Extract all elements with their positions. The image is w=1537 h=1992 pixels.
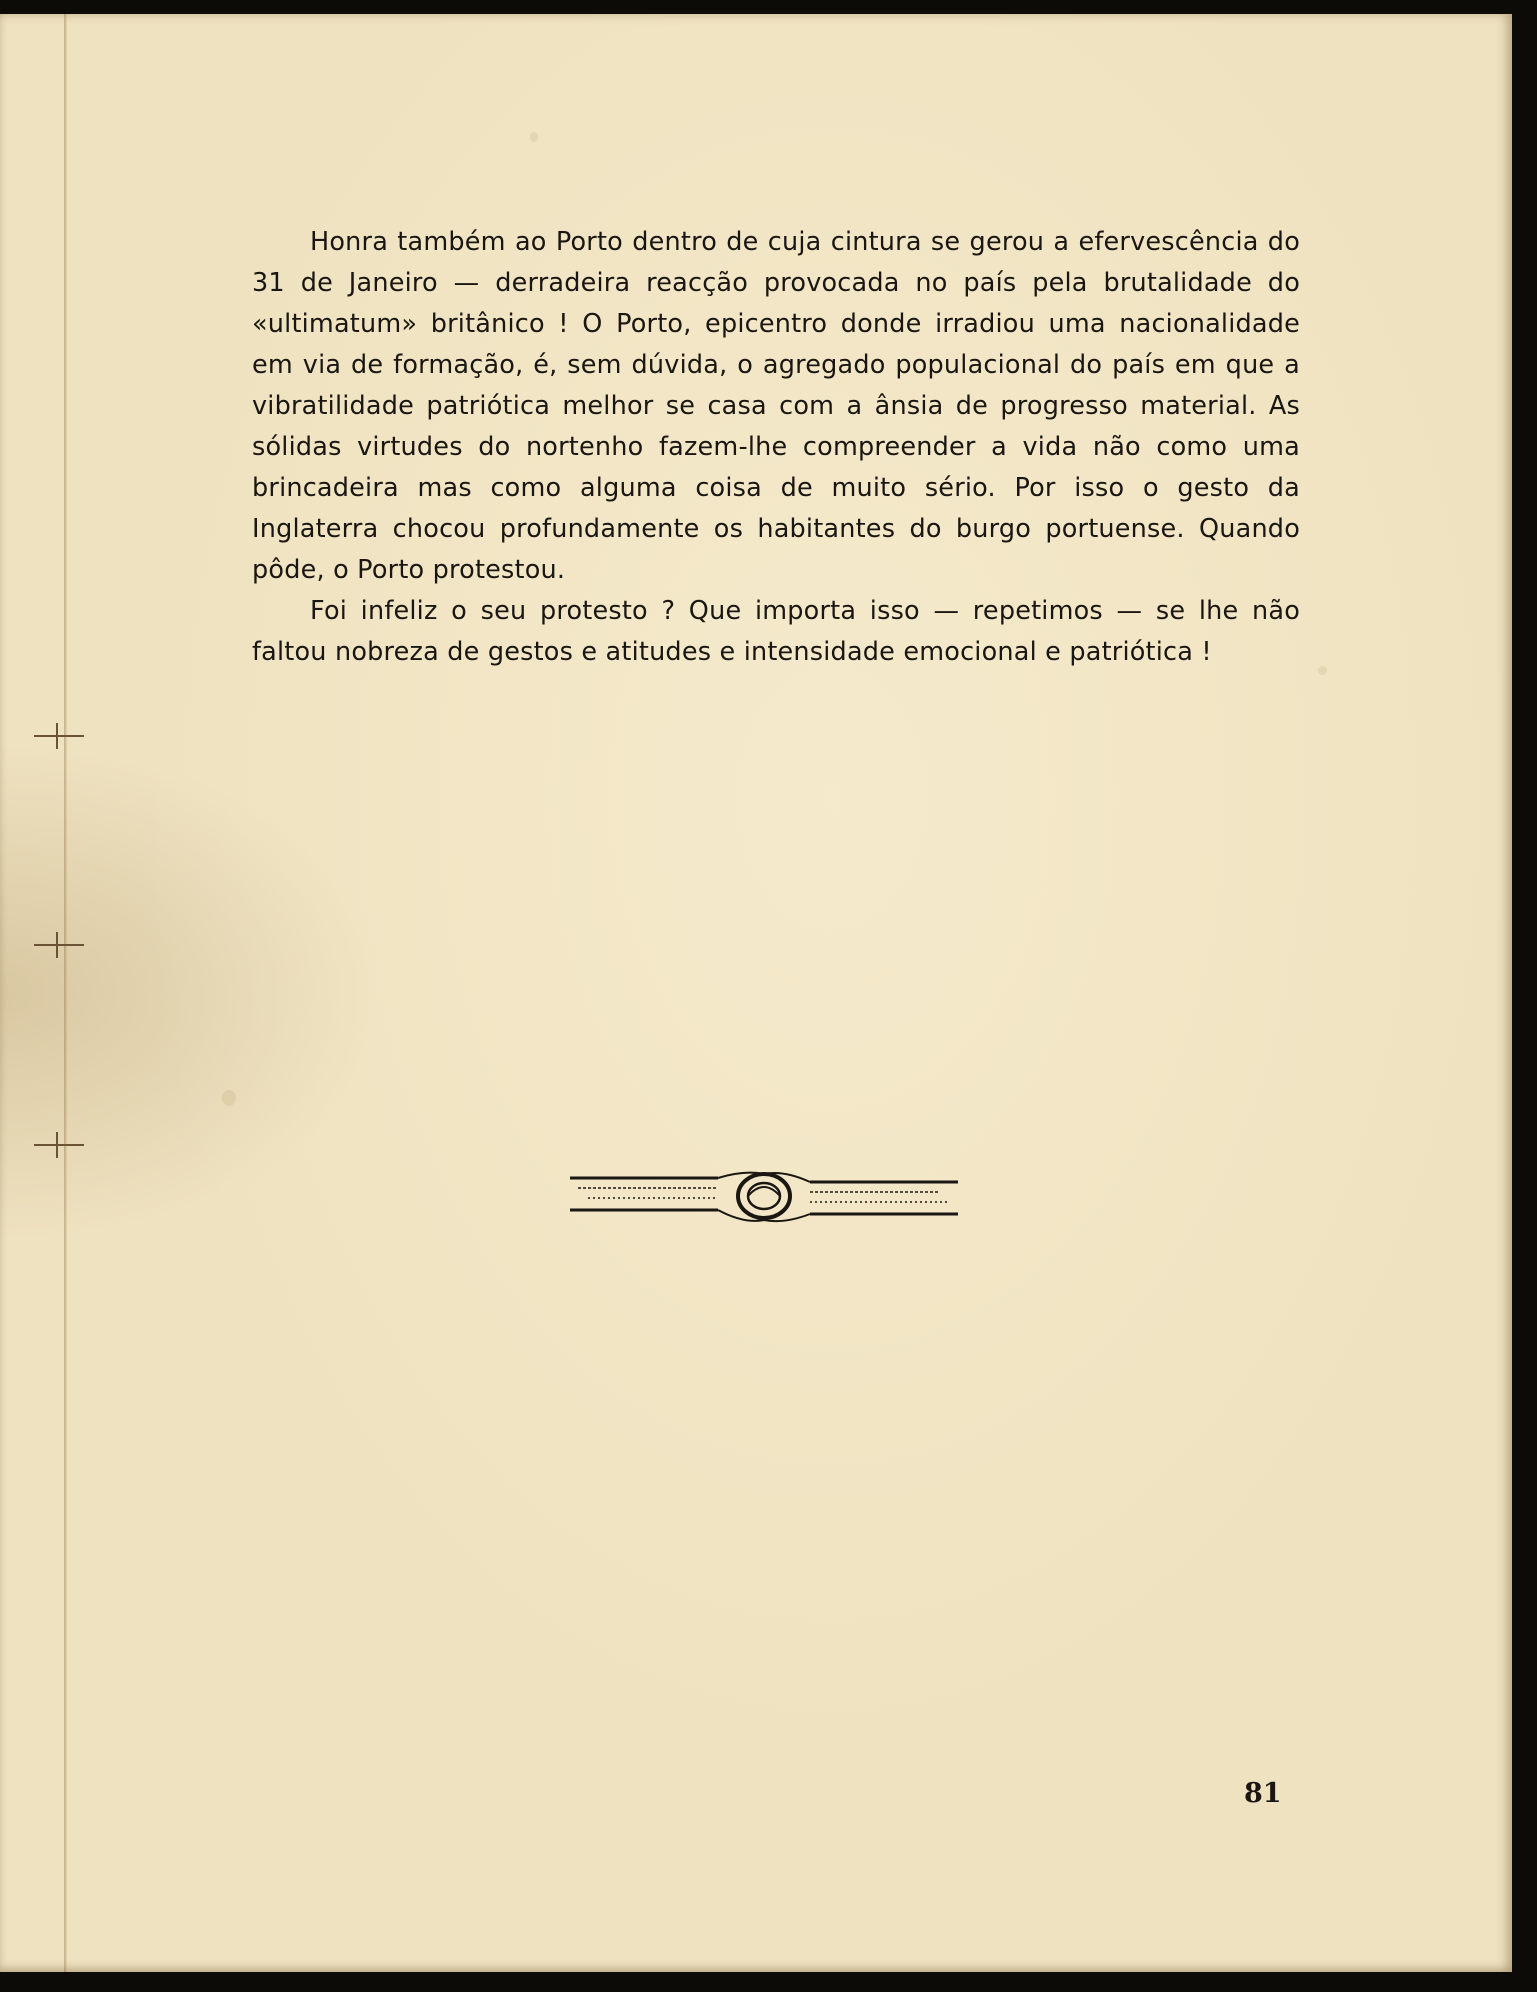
- paragraph: Foi infeliz o seu protesto ? Que importa isso — repetimos — se lhe não faltou nobreza de gestos e atitudes e intensidade emocional e patriótica !: [252, 596, 1300, 667]
- paper-stain: [1318, 666, 1327, 675]
- paper-stain: [222, 1090, 236, 1106]
- binding-stitch-mark: [34, 1144, 84, 1146]
- body-text: [252, 222, 1300, 673]
- book-page: [0, 14, 1512, 1972]
- paragraph: Honra também ao Porto dentro de cuja cintura se gerou a efervescência do 31 de Janeiro — derradeira reacção provocada no país pela brutalidade do «ultimatum» britânico ! O Porto, epicentro donde irradiou uma nacionalidade em via de formação, é, sem dúvida, o agregado populacional do país em que a vibratilidade patriótica melhor se casa com a ânsia de progresso material. As sólidas virtudes do nortenho fazem-lhe compreender a vida não como uma brincadeira mas como alguma coisa de muito sério. Por isso o gesto da Inglaterra chocou profundamente os habitantes do burgo portuense. Quando pôde, o Porto protestou.: [252, 227, 1300, 585]
- paper-stain: [530, 132, 538, 142]
- binding-stitch-mark: [34, 735, 84, 737]
- binding-crease: [64, 14, 67, 1972]
- decorative-ornament: [568, 1164, 960, 1228]
- page-number: 81: [1244, 1778, 1282, 1809]
- binding-stitch-mark: [34, 944, 84, 946]
